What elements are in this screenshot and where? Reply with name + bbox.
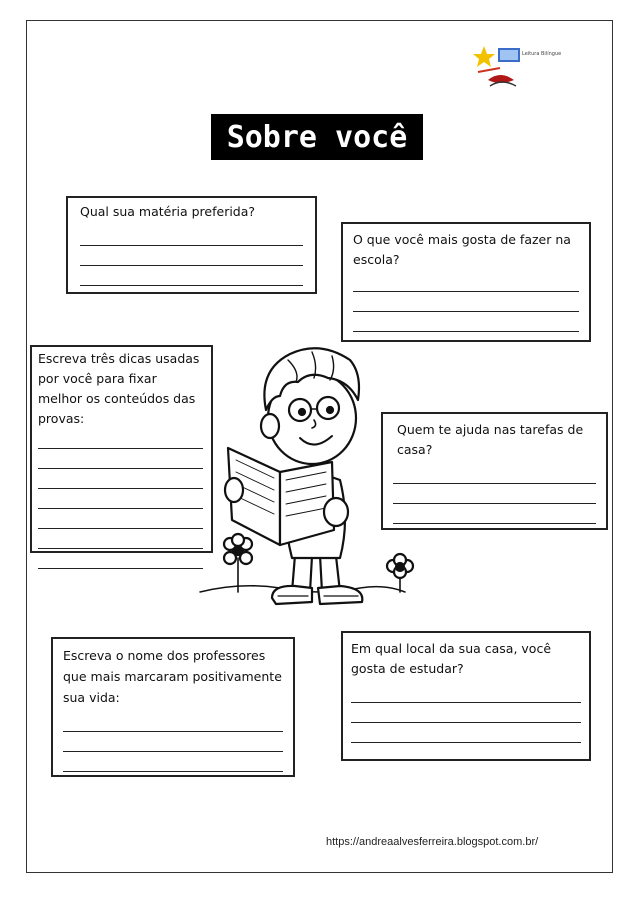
answer-line[interactable] — [351, 703, 581, 723]
answer-line[interactable] — [351, 683, 581, 703]
answer-line[interactable] — [38, 489, 203, 509]
answer-line[interactable] — [38, 449, 203, 469]
answer-line[interactable] — [80, 246, 303, 266]
study-tips-question: Escreva três dicas usadas por você para fixar melhor os conteúdos das provas: — [38, 351, 200, 426]
footer-url[interactable]: https://andreaalvesferreira.blogspot.com.br/ — [326, 836, 539, 848]
answer-line[interactable] — [393, 504, 596, 524]
school-activity-question: O que você mais gosta de fazer na escola? — [353, 232, 571, 267]
answer-line[interactable] — [353, 292, 579, 312]
answer-line[interactable] — [393, 484, 596, 504]
favorite-subject-question: Qual sua matéria preferida? — [80, 204, 256, 219]
answer-line[interactable] — [63, 752, 283, 772]
favorite-subject-box — [66, 196, 317, 294]
answer-line[interactable] — [38, 529, 203, 549]
homework-help-box — [381, 412, 608, 530]
answer-line[interactable] — [353, 312, 579, 332]
answer-line[interactable] — [393, 464, 596, 484]
teachers-question: Escreva o nome dos professores que mais marcaram positivamente sua vida: — [63, 648, 282, 705]
study-place-box — [341, 631, 591, 761]
answer-line[interactable] — [38, 509, 203, 529]
homework-help-question: Quem te ajuda nas tarefas de casa? — [397, 422, 584, 457]
teachers-box — [51, 637, 295, 777]
logo-icon — [470, 42, 562, 97]
answer-line[interactable] — [38, 469, 203, 489]
answer-line[interactable] — [63, 732, 283, 752]
answer-line[interactable] — [38, 549, 203, 569]
answer-line[interactable] — [63, 712, 283, 732]
study-place-question: Em qual local da sua casa, você gosta de estudar? — [351, 641, 552, 676]
answer-line[interactable] — [80, 226, 303, 246]
page-title: Sobre você — [211, 114, 423, 160]
answer-line[interactable] — [351, 723, 581, 743]
logo-text: Leitura Bilíngue — [522, 51, 562, 57]
school-activity-box — [341, 222, 591, 342]
boy-reading-illustration — [200, 330, 410, 620]
answer-line[interactable] — [353, 272, 579, 292]
study-tips-box — [30, 345, 213, 553]
answer-line[interactable] — [80, 266, 303, 286]
answer-line[interactable] — [38, 429, 203, 449]
